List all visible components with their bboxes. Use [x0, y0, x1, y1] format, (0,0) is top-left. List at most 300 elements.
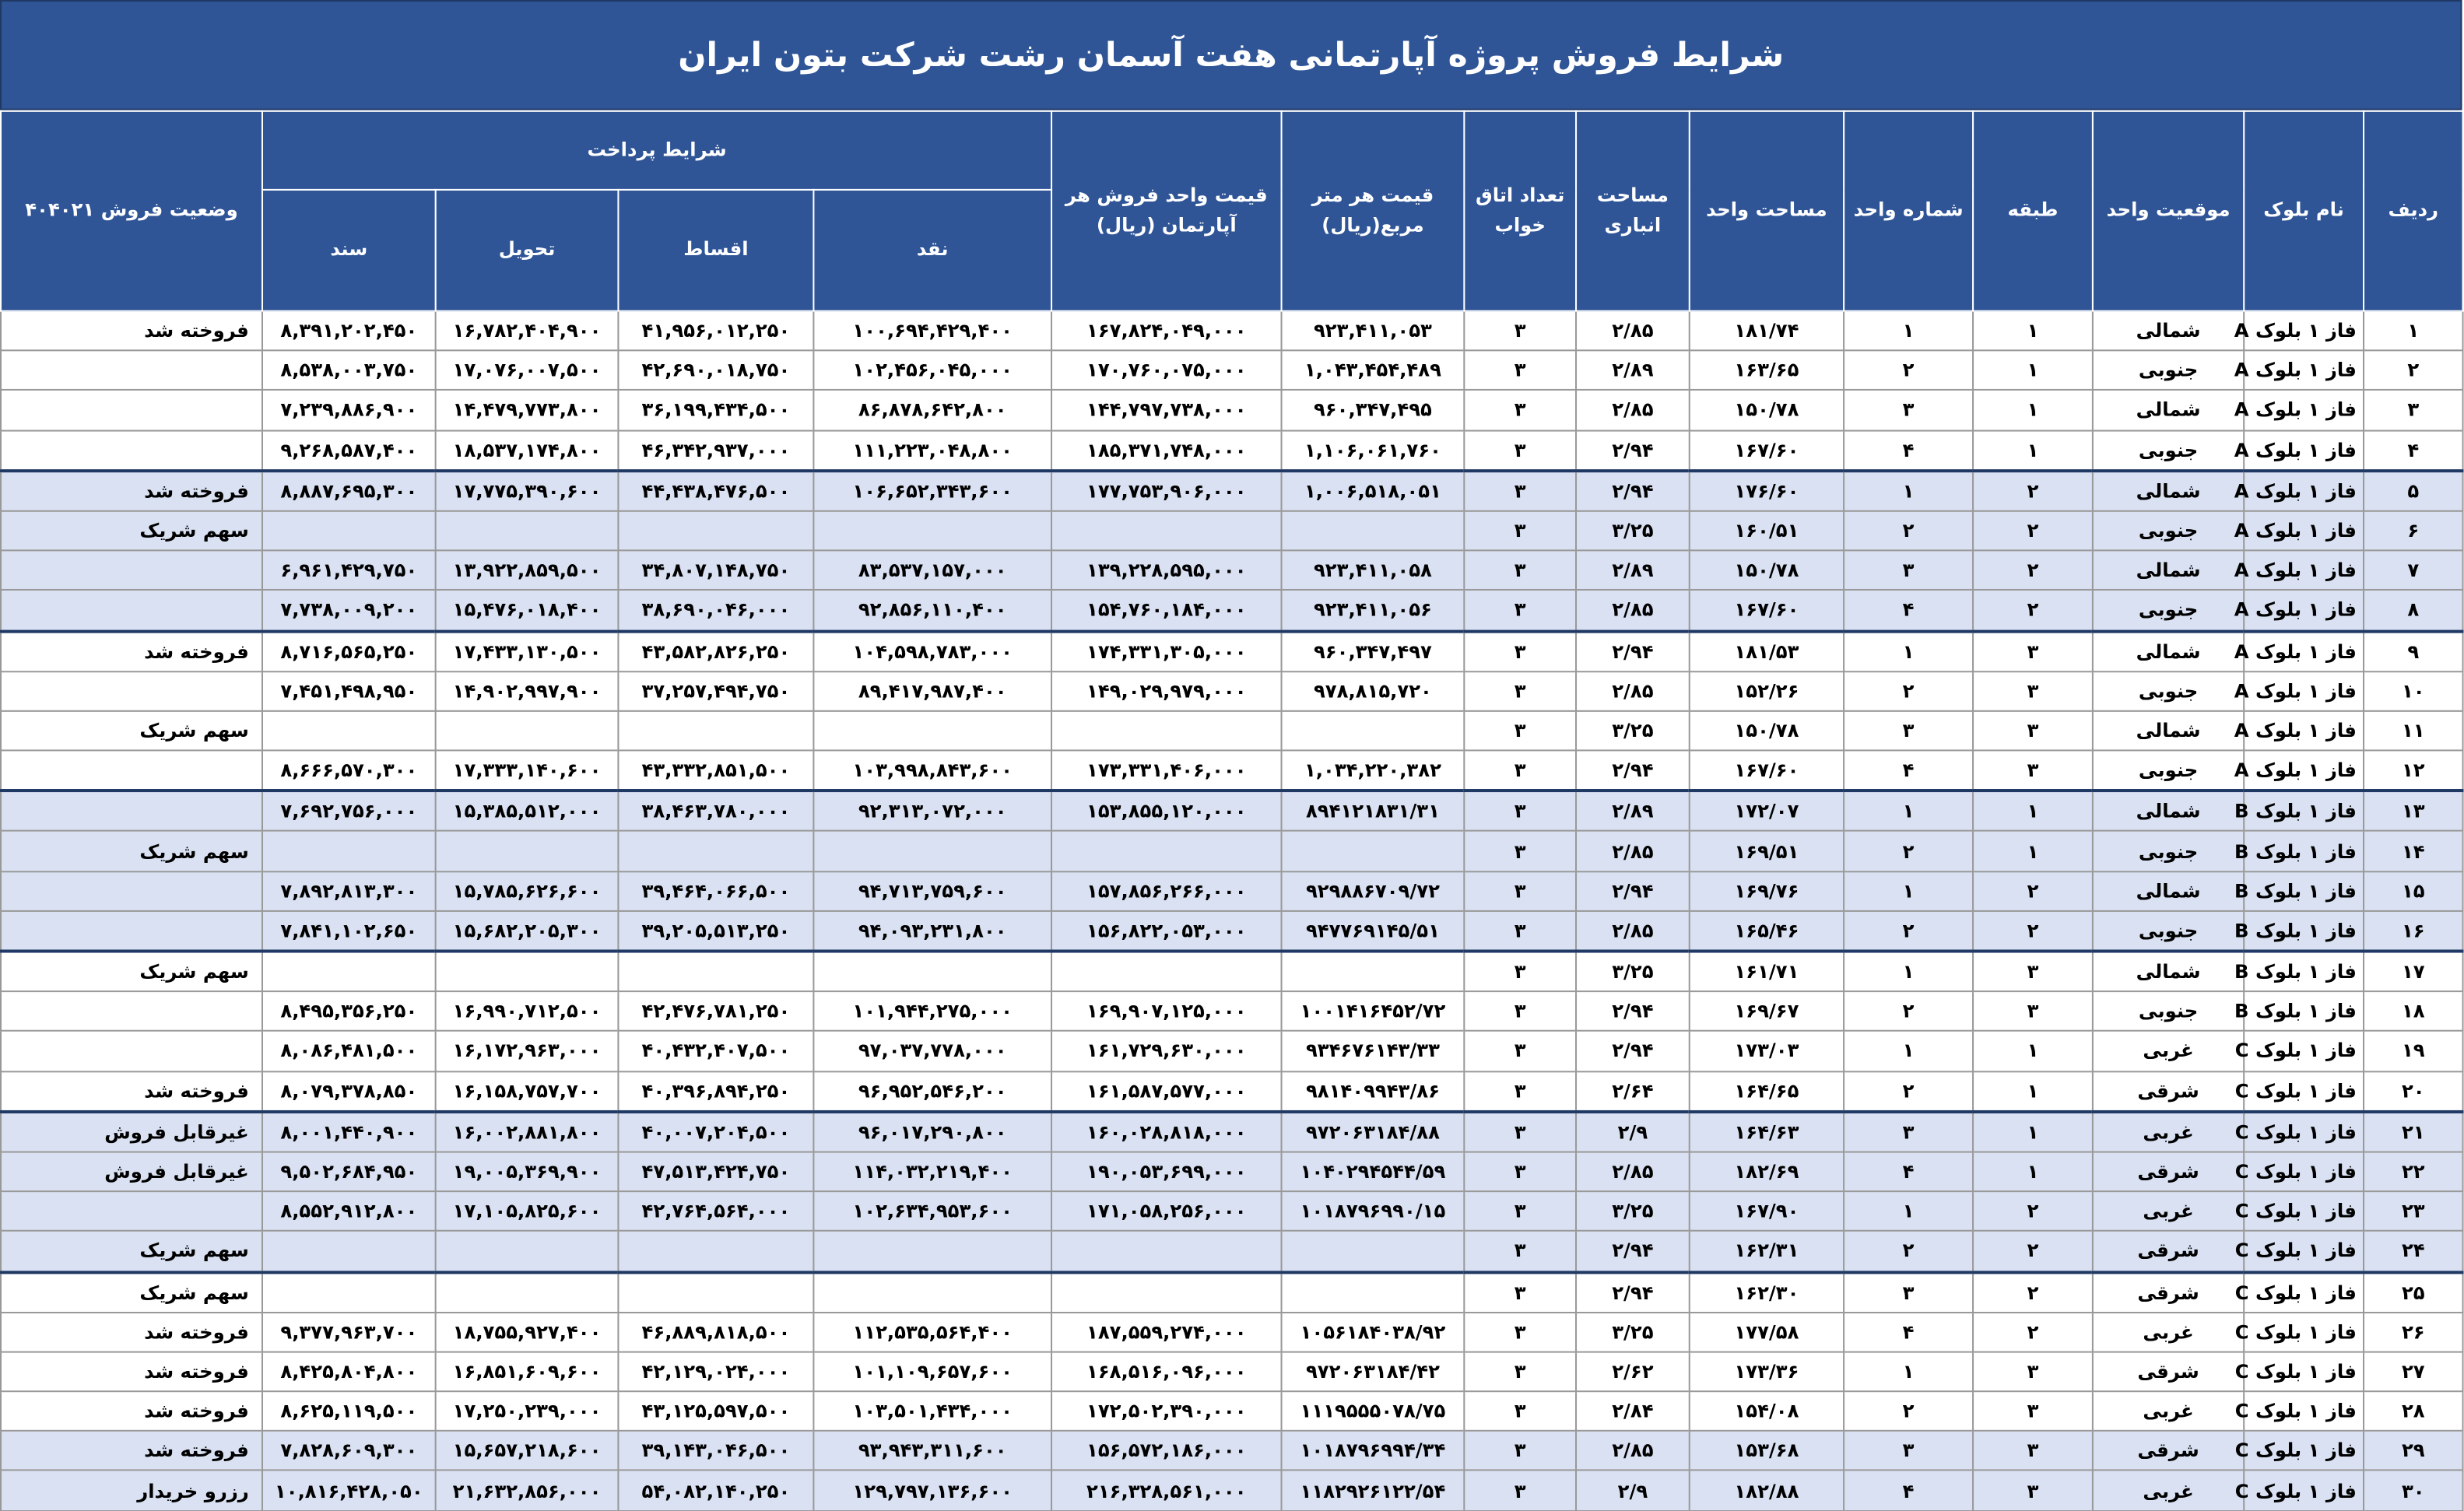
cell-storage: ۳/۲۵ [1576, 511, 1690, 551]
cell-m2 [1282, 951, 1465, 991]
cell-no: ۹ [2364, 631, 2463, 671]
cell-block: فاز ۱ بلوک C [2244, 1191, 2364, 1231]
cell-rooms: ۳ [1464, 1471, 1576, 1510]
cell-status: سهم شریک [1, 511, 262, 551]
table-row[interactable] [1, 791, 2463, 832]
cell-inst: ۴۲,۴۷۶,۷۸۱,۲۵۰ [618, 991, 813, 1031]
cell-price: ۱۷۱,۰۵۸,۲۵۶,۰۰۰ [1051, 1191, 1282, 1231]
cell-pos: شمالی [2093, 871, 2244, 911]
cell-m2: ۱۱۱۹۵۵۵۰۷۸/۷۵ [1282, 1391, 1465, 1431]
cell-pos: غربی [2093, 1312, 2244, 1351]
cell-m2 [1282, 711, 1465, 751]
cell-deliv: ۱۵,۶۵۷,۲۱۸,۶۰۰ [436, 1431, 619, 1471]
header-storage[interactable]: مساحت انباری [1576, 111, 1690, 311]
cell-floor: ۳ [1973, 751, 2093, 791]
header-floor[interactable]: طبقه [1973, 111, 2093, 311]
cell-inst [618, 1231, 813, 1271]
cell-status [1, 991, 262, 1031]
cell-storage: ۲/۶۲ [1576, 1351, 1690, 1391]
cell-block: فاز ۱ بلوک C [2244, 1431, 2364, 1471]
table-row[interactable] [1, 751, 2463, 791]
cell-no: ۱۱ [2364, 711, 2463, 751]
cell-pos: شرقی [2093, 1231, 2244, 1271]
cell-price: ۱۷۲,۵۰۲,۳۹۰,۰۰۰ [1051, 1391, 1282, 1431]
cell-floor: ۲ [1973, 591, 2093, 631]
cell-cash: ۱۰۲,۴۵۶,۰۴۵,۰۰۰ [813, 351, 1051, 391]
cell-pos: جنوبی [2093, 511, 2244, 551]
cell-price [1051, 511, 1282, 551]
cell-area: ۱۶۵/۴۶ [1690, 911, 1844, 952]
cell-floor: ۱ [1973, 311, 2093, 351]
cell-rooms: ۳ [1464, 911, 1576, 952]
cell-floor: ۱ [1973, 391, 2093, 430]
cell-storage: ۳/۲۵ [1576, 1191, 1690, 1231]
table-row[interactable] [1, 430, 2463, 471]
cell-unit: ۳ [1844, 1271, 1973, 1312]
table-row[interactable] [1, 471, 2463, 511]
table-row[interactable] [1, 1111, 2463, 1152]
cell-block: فاز ۱ بلوک A [2244, 511, 2364, 551]
cell-price: ۱۷۷,۷۵۳,۹۰۶,۰۰۰ [1051, 471, 1282, 511]
cell-pos: شرقی [2093, 1152, 2244, 1191]
cell-pos: شمالی [2093, 711, 2244, 751]
cell-inst: ۴۳,۱۲۵,۵۹۷,۵۰۰ [618, 1391, 813, 1431]
cell-price: ۱۶۹,۹۰۷,۱۲۵,۰۰۰ [1051, 991, 1282, 1031]
cell-unit: ۱ [1844, 871, 1973, 911]
cell-price: ۱۶۱,۷۲۹,۶۳۰,۰۰۰ [1051, 1031, 1282, 1071]
cell-inst: ۳۹,۲۰۵,۵۱۳,۲۵۰ [618, 911, 813, 952]
cell-deed [262, 1271, 436, 1312]
page-title: شرایط فروش پروژه آپارتمانی هفت آسمان رشت شرکت بتون ایران [0, 0, 2462, 110]
cell-deed: ۱۰,۸۱۶,۴۲۸,۰۵۰ [262, 1471, 436, 1510]
cell-storage: ۲/۸۹ [1576, 351, 1690, 391]
table-row[interactable] [1, 911, 2463, 952]
cell-floor: ۲ [1973, 911, 2093, 952]
cell-cash: ۱۰۳,۵۰۱,۴۳۴,۰۰۰ [813, 1391, 1051, 1431]
cell-deed: ۷,۸۲۸,۶۰۹,۳۰۰ [262, 1431, 436, 1471]
table-row[interactable] [1, 1231, 2463, 1271]
cell-no: ۳۰ [2364, 1471, 2463, 1510]
cell-rooms: ۳ [1464, 1152, 1576, 1191]
cell-no: ۱۶ [2364, 911, 2463, 952]
cell-floor: ۱ [1973, 351, 2093, 391]
cell-no: ۱۵ [2364, 871, 2463, 911]
cell-area: ۱۷۳/۳۶ [1690, 1351, 1844, 1391]
cell-rooms: ۳ [1464, 1312, 1576, 1351]
cell-deliv: ۱۶,۸۵۱,۶۰۹,۶۰۰ [436, 1351, 619, 1391]
cell-rooms: ۳ [1464, 1191, 1576, 1231]
cell-rooms: ۳ [1464, 1351, 1576, 1391]
cell-rooms: ۳ [1464, 551, 1576, 591]
cell-cash: ۸۶,۸۷۸,۶۴۲,۸۰۰ [813, 391, 1051, 430]
cell-block: فاز ۱ بلوک A [2244, 351, 2364, 391]
cell-block: فاز ۱ بلوک A [2244, 391, 2364, 430]
cell-rooms: ۳ [1464, 631, 1576, 671]
cell-floor: ۱ [1973, 1152, 2093, 1191]
cell-block: فاز ۱ بلوک A [2244, 430, 2364, 471]
cell-cash: ۱۰۴,۵۹۸,۷۸۳,۰۰۰ [813, 631, 1051, 671]
cell-unit: ۱ [1844, 791, 1973, 832]
cell-rooms: ۳ [1464, 311, 1576, 351]
cell-deliv: ۱۸,۷۵۵,۹۲۷,۴۰۰ [436, 1312, 619, 1351]
cell-storage: ۲/۸۵ [1576, 832, 1690, 871]
table-row[interactable] [1, 1191, 2463, 1231]
cell-no: ۳ [2364, 391, 2463, 430]
cell-deed: ۹,۵۰۲,۶۸۴,۹۵۰ [262, 1152, 436, 1191]
table-row[interactable] [1, 991, 2463, 1031]
cell-deed: ۷,۸۴۱,۱۰۲,۶۵۰ [262, 911, 436, 952]
cell-unit: ۴ [1844, 1152, 1973, 1191]
table-row[interactable] [1, 1391, 2463, 1431]
cell-inst: ۵۴,۰۸۲,۱۴۰,۲۵۰ [618, 1471, 813, 1510]
sales-table [0, 110, 2464, 1511]
cell-pos: جنوبی [2093, 351, 2244, 391]
cell-pos: شمالی [2093, 551, 2244, 591]
cell-pos: غربی [2093, 1111, 2244, 1152]
cell-no: ۸ [2364, 591, 2463, 631]
cell-cash: ۹۲,۳۱۳,۰۷۲,۰۰۰ [813, 791, 1051, 832]
cell-price [1051, 832, 1282, 871]
cell-no: ۲۶ [2364, 1312, 2463, 1351]
cell-unit: ۱ [1844, 311, 1973, 351]
cell-deed: ۹,۲۶۸,۵۸۷,۴۰۰ [262, 430, 436, 471]
cell-unit: ۴ [1844, 1312, 1973, 1351]
cell-storage: ۲/۸۵ [1576, 671, 1690, 711]
cell-unit: ۱ [1844, 631, 1973, 671]
cell-inst: ۴۰,۴۳۲,۴۰۷,۵۰۰ [618, 1031, 813, 1071]
cell-floor: ۳ [1973, 991, 2093, 1031]
cell-price: ۲۱۶,۳۲۸,۵۶۱,۰۰۰ [1051, 1471, 1282, 1510]
cell-cash: ۹۲,۸۵۶,۱۱۰,۴۰۰ [813, 591, 1051, 631]
cell-cash: ۱۰۰,۶۹۴,۴۲۹,۴۰۰ [813, 311, 1051, 351]
cell-price: ۱۶۰,۰۲۸,۸۱۸,۰۰۰ [1051, 1111, 1282, 1152]
cell-rooms: ۳ [1464, 1071, 1576, 1111]
cell-inst: ۳۸,۴۶۳,۷۸۰,۰۰۰ [618, 791, 813, 832]
cell-cash [813, 951, 1051, 991]
cell-storage: ۲/۸۵ [1576, 311, 1690, 351]
cell-floor: ۱ [1973, 1031, 2093, 1071]
cell-no: ۲۸ [2364, 1391, 2463, 1431]
cell-storage: ۲/۹ [1576, 1471, 1690, 1510]
cell-deliv: ۱۵,۷۸۵,۶۲۶,۶۰۰ [436, 871, 619, 911]
cell-deed: ۸,۳۹۱,۲۰۲,۴۵۰ [262, 311, 436, 351]
cell-area: ۱۷۷/۵۸ [1690, 1312, 1844, 1351]
cell-area: ۱۶۷/۶۰ [1690, 751, 1844, 791]
cell-unit: ۲ [1844, 1071, 1973, 1111]
cell-storage: ۲/۸۵ [1576, 1152, 1690, 1191]
cell-status [1, 430, 262, 471]
header-installments[interactable]: اقساط [618, 190, 813, 311]
cell-block: فاز ۱ بلوک B [2244, 791, 2364, 832]
table-row[interactable] [1, 511, 2463, 551]
cell-unit: ۴ [1844, 1471, 1973, 1510]
cell-inst: ۴۳,۳۳۲,۸۵۱,۵۰۰ [618, 751, 813, 791]
cell-cash: ۱۰۲,۶۳۴,۹۵۳,۶۰۰ [813, 1191, 1051, 1231]
header-delivery[interactable]: تحویل [436, 190, 619, 311]
cell-block: فاز ۱ بلوک C [2244, 1111, 2364, 1152]
header-area[interactable]: مساحت واحد [1690, 111, 1844, 311]
cell-block: فاز ۱ بلوک C [2244, 1471, 2364, 1510]
header-cash[interactable]: نقد [813, 190, 1051, 311]
cell-rooms: ۳ [1464, 871, 1576, 911]
cell-floor: ۳ [1973, 1431, 2093, 1471]
cell-deed: ۸,۷۱۶,۵۶۵,۲۵۰ [262, 631, 436, 671]
cell-price [1051, 951, 1282, 991]
cell-m2 [1282, 832, 1465, 871]
header-unit-price[interactable]: قیمت واحد فروش هر آپارتمان (ریال) [1051, 111, 1282, 311]
cell-area: ۱۶۴/۶۳ [1690, 1111, 1844, 1152]
cell-inst: ۴۰,۰۰۷,۲۰۴,۵۰۰ [618, 1111, 813, 1152]
cell-inst: ۳۶,۱۹۹,۴۳۴,۵۰۰ [618, 391, 813, 430]
cell-unit: ۲ [1844, 911, 1973, 952]
cell-area: ۱۸۱/۷۴ [1690, 311, 1844, 351]
table-row[interactable] [1, 832, 2463, 871]
cell-m2: ۱۱۸۲۹۲۶۱۲۲/۵۴ [1282, 1471, 1465, 1510]
cell-rooms: ۳ [1464, 671, 1576, 711]
header-unit-no[interactable]: شماره واحد [1844, 111, 1973, 311]
cell-deed: ۸,۸۸۷,۶۹۵,۳۰۰ [262, 471, 436, 511]
cell-storage: ۲/۹۴ [1576, 1271, 1690, 1312]
cell-m2: ۹۶۰,۳۴۷,۴۹۷ [1282, 631, 1465, 671]
table-row[interactable] [1, 671, 2463, 711]
cell-deliv: ۱۷,۳۳۳,۱۴۰,۶۰۰ [436, 751, 619, 791]
cell-floor: ۳ [1973, 951, 2093, 991]
cell-area: ۱۶۳/۶۵ [1690, 351, 1844, 391]
table-row[interactable] [1, 551, 2463, 591]
cell-deed: ۸,۰۷۹,۳۷۸,۸۵۰ [262, 1071, 436, 1111]
cell-floor: ۲ [1973, 471, 2093, 511]
table-row[interactable] [1, 1471, 2463, 1510]
cell-block: فاز ۱ بلوک C [2244, 1231, 2364, 1271]
table-row[interactable] [1, 1431, 2463, 1471]
table-row[interactable] [1, 631, 2463, 671]
cell-unit: ۳ [1844, 711, 1973, 751]
cell-deliv: ۱۵,۳۸۵,۵۱۲,۰۰۰ [436, 791, 619, 832]
cell-no: ۲۹ [2364, 1431, 2463, 1471]
header-status[interactable]: وضعیت فروش ۴۰۴۰۲۱ [1, 111, 262, 311]
cell-price: ۱۷۰,۷۶۰,۰۷۵,۰۰۰ [1051, 351, 1282, 391]
cell-block: فاز ۱ بلوک B [2244, 951, 2364, 991]
cell-storage: ۲/۸۴ [1576, 1391, 1690, 1431]
cell-deliv: ۱۶,۱۷۲,۹۶۳,۰۰۰ [436, 1031, 619, 1071]
cell-rooms: ۳ [1464, 591, 1576, 631]
cell-deliv [436, 832, 619, 871]
cell-deliv: ۱۷,۷۷۵,۳۹۰,۶۰۰ [436, 471, 619, 511]
table-row[interactable] [1, 951, 2463, 991]
cell-cash [813, 711, 1051, 751]
cell-inst: ۴۲,۱۲۹,۰۲۴,۰۰۰ [618, 1351, 813, 1391]
cell-block: فاز ۱ بلوک C [2244, 1351, 2364, 1391]
cell-inst: ۴۰,۳۹۶,۸۹۴,۲۵۰ [618, 1071, 813, 1111]
cell-rooms: ۳ [1464, 951, 1576, 991]
cell-unit: ۲ [1844, 991, 1973, 1031]
cell-block: فاز ۱ بلوک C [2244, 1071, 2364, 1111]
cell-deed: ۸,۶۲۵,۱۱۹,۵۰۰ [262, 1391, 436, 1431]
header-rooms[interactable]: تعداد اتاق خواب [1464, 111, 1576, 311]
cell-block: فاز ۱ بلوک A [2244, 311, 2364, 351]
table-row[interactable] [1, 1071, 2463, 1111]
cell-m2: ۱۰۴۰۲۹۴۵۴۴/۵۹ [1282, 1152, 1465, 1191]
cell-floor: ۱ [1973, 832, 2093, 871]
cell-area: ۱۷۲/۰۷ [1690, 791, 1844, 832]
cell-block: فاز ۱ بلوک C [2244, 1152, 2364, 1191]
cell-status: فروخته شد [1, 1431, 262, 1471]
cell-rooms: ۳ [1464, 511, 1576, 551]
cell-rooms: ۳ [1464, 1391, 1576, 1431]
cell-floor: ۳ [1973, 1351, 2093, 1391]
cell-no: ۴ [2364, 430, 2463, 471]
cell-price: ۱۵۶,۵۷۲,۱۸۶,۰۰۰ [1051, 1431, 1282, 1471]
cell-deed: ۷,۸۹۲,۸۱۳,۳۰۰ [262, 871, 436, 911]
cell-cash: ۸۳,۵۳۷,۱۵۷,۰۰۰ [813, 551, 1051, 591]
cell-storage: ۲/۹۴ [1576, 430, 1690, 471]
cell-deed [262, 832, 436, 871]
cell-pos: جنوبی [2093, 911, 2244, 952]
table-row[interactable] [1, 351, 2463, 391]
cell-rooms: ۳ [1464, 1231, 1576, 1271]
cell-cash: ۱۱۲,۵۳۵,۵۶۴,۴۰۰ [813, 1312, 1051, 1351]
cell-storage: ۲/۸۵ [1576, 391, 1690, 430]
cell-deliv: ۱۵,۶۸۲,۲۰۵,۳۰۰ [436, 911, 619, 952]
cell-status: فروخته شد [1, 1351, 262, 1391]
cell-floor: ۳ [1973, 671, 2093, 711]
cell-no: ۲۲ [2364, 1152, 2463, 1191]
cell-floor: ۱ [1973, 1111, 2093, 1152]
table-body [1, 311, 2463, 1511]
cell-deliv: ۱۹,۰۰۵,۳۶۹,۹۰۰ [436, 1152, 619, 1191]
header-position[interactable]: موقعیت واحد [2093, 111, 2244, 311]
cell-m2: ۱,۰۰۶,۵۱۸,۰۵۱ [1282, 471, 1465, 511]
cell-area: ۱۶۲/۳۱ [1690, 1231, 1844, 1271]
cell-deed: ۸,۴۹۵,۳۵۶,۲۵۰ [262, 991, 436, 1031]
cell-deed: ۸,۰۰۱,۴۴۰,۹۰۰ [262, 1111, 436, 1152]
cell-deed: ۸,۵۳۸,۰۰۳,۷۵۰ [262, 351, 436, 391]
cell-inst: ۴۱,۹۵۶,۰۱۲,۲۵۰ [618, 311, 813, 351]
table-row[interactable] [1, 391, 2463, 430]
cell-status [1, 391, 262, 430]
cell-area: ۱۶۹/۵۱ [1690, 832, 1844, 871]
header-price-m2[interactable]: قیمت هر متر مربع(ریال) [1282, 111, 1465, 311]
cell-m2: ۱۰۱۸۷۹۶۹۹۰/۱۵ [1282, 1191, 1465, 1231]
header-deed[interactable]: سند [262, 190, 436, 311]
cell-m2: ۹۲۳,۴۱۱,۰۵۸ [1282, 551, 1465, 591]
cell-price: ۱۷۴,۳۳۱,۳۰۵,۰۰۰ [1051, 631, 1282, 671]
cell-deliv [436, 511, 619, 551]
cell-inst [618, 832, 813, 871]
cell-status [1, 751, 262, 791]
cell-storage: ۲/۹ [1576, 1111, 1690, 1152]
cell-area: ۱۵۴/۰۸ [1690, 1391, 1844, 1431]
cell-block: فاز ۱ بلوک B [2244, 871, 2364, 911]
cell-unit: ۲ [1844, 671, 1973, 711]
cell-deed: ۷,۷۳۸,۰۰۹,۲۰۰ [262, 591, 436, 631]
cell-price: ۱۵۴,۷۶۰,۱۸۴,۰۰۰ [1051, 591, 1282, 631]
cell-pos: شمالی [2093, 791, 2244, 832]
cell-cash: ۹۶,۹۵۲,۵۴۶,۲۰۰ [813, 1071, 1051, 1111]
cell-pos: شمالی [2093, 951, 2244, 991]
cell-m2: ۹۷۲۰۶۳۱۸۴/۸۸ [1282, 1111, 1465, 1152]
cell-inst: ۳۷,۲۵۷,۴۹۴,۷۵۰ [618, 671, 813, 711]
cell-no: ۲۰ [2364, 1071, 2463, 1111]
cell-floor: ۲ [1973, 1231, 2093, 1271]
table-row[interactable] [1, 711, 2463, 751]
cell-deliv: ۲۱,۶۳۲,۸۵۶,۰۰۰ [436, 1471, 619, 1510]
cell-block: فاز ۱ بلوک A [2244, 631, 2364, 671]
table-row[interactable] [1, 871, 2463, 911]
cell-no: ۱۴ [2364, 832, 2463, 871]
cell-unit: ۱ [1844, 951, 1973, 991]
cell-cash: ۸۹,۴۱۷,۹۸۷,۴۰۰ [813, 671, 1051, 711]
cell-storage: ۳/۲۵ [1576, 711, 1690, 751]
cell-rooms: ۳ [1464, 711, 1576, 751]
cell-rooms: ۳ [1464, 391, 1576, 430]
cell-inst [618, 511, 813, 551]
cell-status: فروخته شد [1, 631, 262, 671]
cell-m2: ۹۲۹۸۸۶۷۰۹/۷۲ [1282, 871, 1465, 911]
cell-price: ۱۶۷,۸۲۴,۰۴۹,۰۰۰ [1051, 311, 1282, 351]
cell-block: فاز ۱ بلوک A [2244, 591, 2364, 631]
cell-pos: جنوبی [2093, 991, 2244, 1031]
cell-deliv: ۱۷,۱۰۵,۸۲۵,۶۰۰ [436, 1191, 619, 1231]
cell-deed: ۶,۹۶۱,۴۲۹,۷۵۰ [262, 551, 436, 591]
cell-inst: ۴۷,۵۱۳,۴۲۴,۷۵۰ [618, 1152, 813, 1191]
cell-m2: ۹۸۱۴۰۹۹۴۳/۸۶ [1282, 1071, 1465, 1111]
cell-rooms: ۳ [1464, 1431, 1576, 1471]
cell-deliv [436, 1231, 619, 1271]
cell-price [1051, 1231, 1282, 1271]
cell-pos: جنوبی [2093, 591, 2244, 631]
cell-pos: شمالی [2093, 391, 2244, 430]
cell-status [1, 1191, 262, 1231]
cell-price: ۱۶۸,۵۱۶,۰۹۶,۰۰۰ [1051, 1351, 1282, 1391]
cell-area: ۱۸۱/۵۳ [1690, 631, 1844, 671]
cell-pos: شرقی [2093, 1071, 2244, 1111]
cell-cash: ۹۳,۹۴۳,۳۱۱,۶۰۰ [813, 1431, 1051, 1471]
cell-inst: ۳۹,۱۴۳,۰۴۶,۵۰۰ [618, 1431, 813, 1471]
table-row[interactable] [1, 1312, 2463, 1351]
cell-no: ۲ [2364, 351, 2463, 391]
header-payment-group: شرایط پرداخت [262, 111, 1051, 190]
cell-price: ۱۴۴,۷۹۷,۷۳۸,۰۰۰ [1051, 391, 1282, 430]
table-row[interactable] [1, 1031, 2463, 1071]
table-row[interactable] [1, 1152, 2463, 1191]
table-row[interactable] [1, 1271, 2463, 1312]
cell-deliv: ۱۶,۹۹۰,۷۱۲,۵۰۰ [436, 991, 619, 1031]
cell-deliv: ۱۷,۲۵۰,۲۳۹,۰۰۰ [436, 1391, 619, 1431]
cell-pos: شمالی [2093, 311, 2244, 351]
header-block[interactable]: نام بلوک [2244, 111, 2364, 311]
cell-floor: ۲ [1973, 551, 2093, 591]
cell-unit: ۲ [1844, 1391, 1973, 1431]
cell-no: ۱۸ [2364, 991, 2463, 1031]
cell-m2: ۸۹۴۱۲۱۸۳۱/۳۱ [1282, 791, 1465, 832]
cell-cash: ۱۱۱,۲۲۳,۰۴۸,۸۰۰ [813, 430, 1051, 471]
cell-no: ۲۱ [2364, 1111, 2463, 1152]
cell-m2: ۹۲۳,۴۱۱,۰۵۳ [1282, 311, 1465, 351]
table-row[interactable] [1, 1351, 2463, 1391]
cell-area: ۱۵۰/۷۸ [1690, 391, 1844, 430]
cell-pos: جنوبی [2093, 751, 2244, 791]
cell-area: ۱۵۰/۷۸ [1690, 711, 1844, 751]
cell-deed: ۸,۶۶۶,۵۷۰,۳۰۰ [262, 751, 436, 791]
cell-cash [813, 832, 1051, 871]
table-row[interactable] [1, 311, 2463, 351]
cell-no: ۱۲ [2364, 751, 2463, 791]
table-row[interactable] [1, 591, 2463, 631]
header-row-no[interactable]: ردیف [2364, 111, 2463, 311]
cell-status: سهم شریک [1, 1271, 262, 1312]
cell-inst: ۴۲,۶۹۰,۰۱۸,۷۵۰ [618, 351, 813, 391]
